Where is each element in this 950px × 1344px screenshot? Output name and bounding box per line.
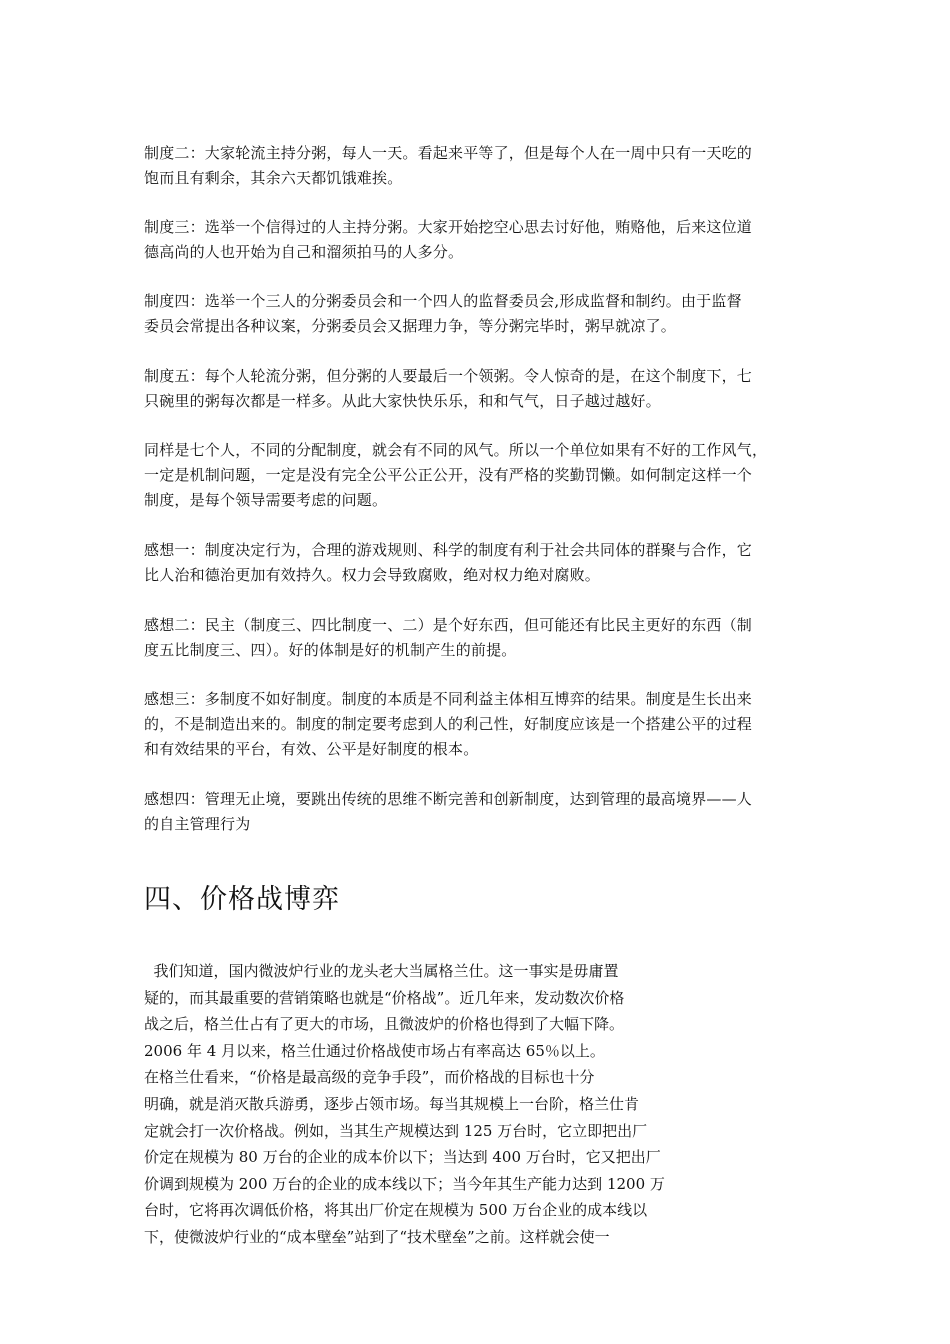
text-line: 明确，就是消灭散兵游勇，逐步占领市场。每当其规模上一台阶，格兰仕肯	[144, 1094, 640, 1113]
paragraph-ganxiang-4	[144, 787, 814, 837]
paragraph-zhidu-4	[144, 289, 814, 339]
text-line: 战之后，格兰仕占有了更大的市场，且微波炉的价格也得到了大幅下降。	[144, 1015, 625, 1034]
text-line: 疑的，而其最重要的营销策略也就是“价格战”。近几年来，发动数次价格	[144, 988, 625, 1007]
text-line: 在格兰仕看来，“价格是最高级的竞争手段”，而价格战的目标也十分	[144, 1068, 595, 1087]
text-line: 台时，它将再次调低价格，将其出厂价定在规模为 500 万台企业的成本线以	[144, 1201, 648, 1220]
paragraph-zhidu-3	[144, 215, 814, 265]
text-line: 同样是七个人，不同的分配制度，就会有不同的风气。所以一个单位如果有不好的工作风气，	[144, 441, 768, 459]
paragraph-ganxiang-3	[144, 687, 814, 762]
paragraph-zhidu-2	[144, 141, 814, 191]
text-line: 度五比制度三、四）。好的体制是好的机制产生的前提。	[144, 641, 517, 659]
text-line: 委员会常提出各种议案，分粥委员会又据理力争，等分粥完毕时，粥早就凉了。	[144, 317, 677, 335]
text-line: 制度五：每个人轮流分粥，但分粥的人要最后一个领粥。令人惊奇的是，在这个制度下，七	[144, 367, 753, 385]
text-line: 2006 年 4 月以来，格兰仕通过价格战使市场占有率高达 65％以上。	[144, 1041, 605, 1060]
text-line: 比人治和德治更加有效持久。权力会导致腐败，绝对权力绝对腐败。	[144, 566, 601, 584]
text-line: 感想四：管理无止境，要跳出传统的思维不断完善和创新制度，达到管理的最高境界——人	[144, 790, 753, 808]
text-line: 我们知道，国内微波炉行业的龙头老大当属格兰仕。这一事实是毋庸置	[144, 962, 619, 980]
text-line: 价定在规模为 80 万台的企业的成本价以下；当达到 400 万台时，它又把出厂	[144, 1148, 661, 1167]
text-line: 制度二：大家轮流主持分粥，每人一天。看起来平等了，但是每个人在一周中只有一天吃的	[144, 144, 753, 162]
text-line: 制度四：选举一个三人的分粥委员会和一个四人的监督委员会,形成监督和制约。由于监督	[144, 292, 742, 310]
paragraph-zhidu-5	[144, 364, 814, 414]
text-line: 一定是机制问题，一定是没有完全公平公正公开，没有严格的奖勤罚懒。如何制定这样一个	[144, 466, 753, 484]
text-line: 感想三：多制度不如好制度。制度的本质是不同利益主体相互博弈的结果。制度是生长出来	[144, 690, 753, 708]
text-line: 只碗里的粥每次都是一样多。从此大家快快乐乐，和和气气，日子越过越好。	[144, 392, 661, 410]
paragraph-ganxiang-2	[144, 613, 814, 663]
text-line: 的，不是制造出来的。制度的制定要考虑到人的利己性，好制度应该是一个搭建公平的过程	[144, 715, 753, 733]
text-line: 定就会打一次价格战。例如，当其生产规模达到 125 万台时，它立即把出厂	[144, 1121, 648, 1140]
text-line: 制度，是每个领导需要考虑的问题。	[144, 491, 388, 509]
text-line: 和有效结果的平台，有效、公平是好制度的根本。	[144, 740, 479, 758]
text-line: 德高尚的人也开始为自己和溜须拍马的人多分。	[144, 243, 464, 261]
article-price-war	[144, 958, 719, 1251]
text-line: 感想二：民主（制度三、四比制度一、二）是个好东西，但可能还有比民主更好的东西（制	[144, 616, 753, 634]
text-line: 饱而且有剩余，其余六天都饥饿难挨。	[144, 169, 403, 187]
text-line: 下，使微波炉行业的“成本壁垒”站到了“技术壁垒”之前。这样就会使一	[144, 1227, 610, 1246]
text-line: 感想一：制度决定行为，合理的游戏规则、科学的制度有利于社会共同体的群聚与合作，它	[144, 541, 753, 559]
paragraph-summary	[144, 438, 814, 513]
paragraph-ganxiang-1	[144, 538, 814, 588]
text-line: 的自主管理行为	[144, 815, 251, 833]
section-heading: 四、价格战博弈	[144, 884, 340, 915]
text-line: 价调到规模为 200 万台的企业的成本线以下；当今年其生产能力达到 1200 万	[144, 1174, 665, 1193]
text-line: 制度三：选举一个信得过的人主持分粥。大家开始挖空心思去讨好他，贿赂他，后来这位道	[144, 218, 753, 236]
